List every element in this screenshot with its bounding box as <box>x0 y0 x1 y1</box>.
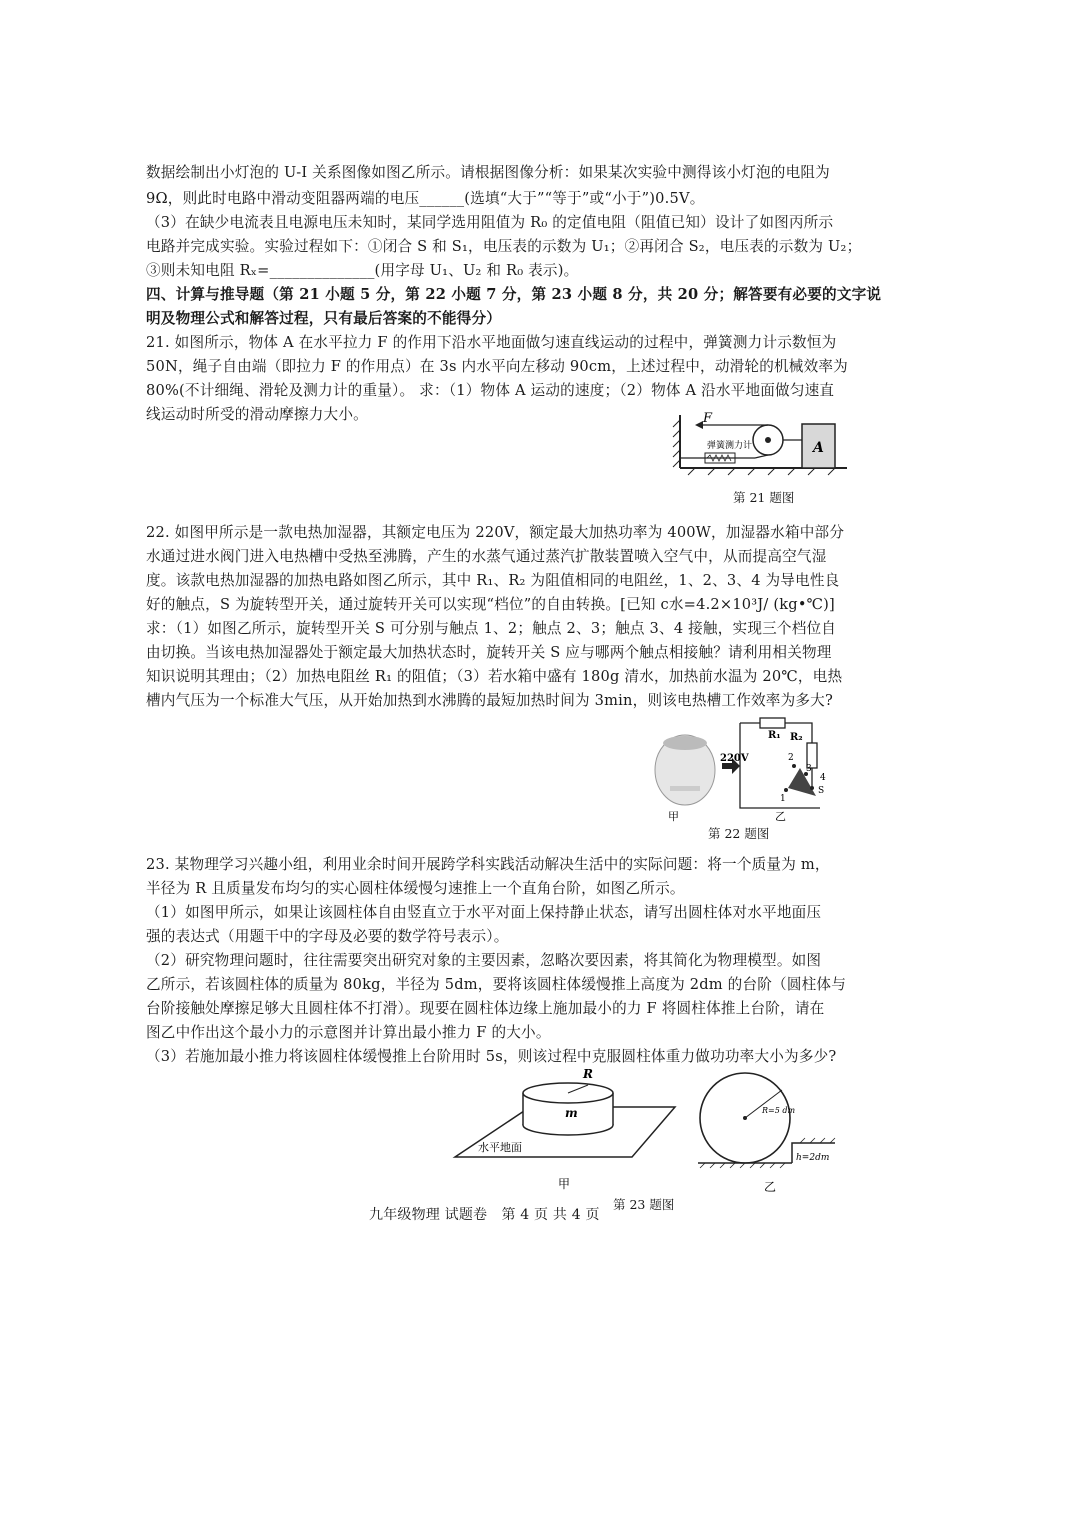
text-line: 台阶接触处摩擦足够大且圆柱体不打滑）。现要在圆柱体边缘上施加最小的力 F 将圆柱体推上台阶，请在 <box>146 1000 825 1017</box>
label-R2: R₂ <box>790 732 803 743</box>
label-R1: R₁ <box>768 730 781 741</box>
text-line: 数据绘制出小灯泡的 U-I 关系图像如图乙所示。请根据图像分析：如果某次实验中测得该小灯泡的电阻为 <box>146 164 830 181</box>
text-line: 80%(不计细绳、滑轮及测力计的重量）。 求：（1）物体 A 运动的速度；（2）物体 A 沿水平地面做匀速直 <box>146 382 835 399</box>
label-jia: 甲 <box>668 810 679 823</box>
arrow-icon <box>695 421 703 429</box>
label-h: h=2dm <box>796 1153 830 1163</box>
label-F: F <box>703 411 713 426</box>
question-21: 21. 如图所示，物体 A 在水平拉力 F 的作用下沿水平地面做匀速直线运动的过程中，弹簧测力计示数恒为 <box>146 334 837 351</box>
label-R: R <box>583 1067 593 1081</box>
question-23: 23. 某物理学习兴趣小组，利用业余时间开展跨学科实践活动解决生活中的实际问题：将一个质量为 m， <box>146 856 830 873</box>
label-yi: 乙 <box>764 1180 777 1194</box>
section-heading: 明及物理公式和解答过程，只有最后答案的不能得分） <box>146 310 502 327</box>
label-A: A <box>813 440 824 456</box>
label-meter: 弹簧测力计 <box>707 441 753 451</box>
text-line: 水通过进水阀门进入电热槽中受热至沸腾，产生的水蒸气通过蒸汽扩散装置喷入空气中，从而提高空气湿 <box>146 548 827 565</box>
text-line: 半径为 R 且质量发布均匀的实心圆柱体缓慢匀速推上一个直角台阶，如图乙所示。 <box>146 880 685 897</box>
contact-4: 4 <box>820 773 826 783</box>
figure-23 <box>450 1065 870 1195</box>
text-line: ③则未知电阻 Rₓ=______________(用字母 U₁、U₂ 和 R₀ 表示)。 <box>146 262 579 279</box>
text-line: 求：（1）如图乙所示，旋转型开关 S 可分别与触点 1、2；触点 2、3；触点 3、4 接触，实现三个档位自 <box>146 620 837 637</box>
page-footer: 九年级物理 试题卷 第 4 页 共 4 页 <box>369 1207 600 1223</box>
text-line: （3）在缺少电流表且电源电压未知时，某同学选用阻值为 R₀ 的定值电阻（阻值已知）设计了如图丙所示 <box>146 214 834 231</box>
text-line: 槽内气压为一个标准大气压，从开始加热到水沸腾的最短加热时间为 3min，则该电热槽工作效率为多大? <box>146 692 833 709</box>
text-line: 图乙中作出这个最小力的示意图并计算出最小推力 F 的大小。 <box>146 1024 551 1041</box>
text-line: 知识说明其理由；（2）加热电阻丝 R₁ 的阻值；（3）若水箱中盛有 180g 清水，加热前水温为 20℃，电热 <box>146 668 843 685</box>
text-line: （1）如图甲所示，如果让该圆柱体自由竖直立于水平对面上保持静止状态，请写出圆柱体对水平地面压 <box>146 904 822 921</box>
figure-22-caption: 第 22 题图 <box>708 826 770 841</box>
label-yi: 乙 <box>775 810 786 823</box>
figure-22 <box>640 708 840 823</box>
text-line: 乙所示，若该圆柱体的质量为 80kg，半径为 5dm，要将该圆柱体缓慢推上高度为 2dm 的台阶（圆柱体与 <box>146 976 847 993</box>
label-jia: 甲 <box>558 1177 571 1191</box>
label-m: m <box>565 1106 578 1120</box>
text-line: 线运动时所受的滑动摩擦力大小。 <box>146 406 368 423</box>
text-line: 强的表达式（用题干中的字母及必要的数学符号表示）。 <box>146 928 509 945</box>
label-radius: R=5 dm <box>762 1106 796 1115</box>
text-line: 好的触点，S 为旋转型开关，通过旋转开关可以实现“档位”的自由转换。[已知 c水=4.2×10³J/ (kg•℃)] <box>146 596 835 613</box>
contact-3: 3 <box>806 764 812 774</box>
label-ground: 水平地面 <box>478 1141 522 1154</box>
figure-21-caption: 第 21 题图 <box>733 490 795 505</box>
contact-2: 2 <box>788 753 794 763</box>
text-line: 50N，绳子自由端（即拉力 F 的作用点）在 3s 内水平向左移动 90cm，上述过程中，动滑轮的机械效率为 <box>146 358 848 375</box>
text-line: （2）研究物理问题时，往往需要突出研究对象的主要因素，忽略次要因素，将其简化为物理模型。如图 <box>146 952 822 969</box>
figure-21 <box>665 410 855 490</box>
label-S: S <box>818 786 825 796</box>
text-line: 度。该款电热加湿器的加热电路如图乙所示，其中 R₁、R₂ 为阻值相同的电阻丝，1、2、3、4 为导电性良 <box>146 572 840 589</box>
figure-23-caption: 第 23 题图 <box>613 1197 675 1212</box>
text-line: 由切换。当该电热加湿器处于额定最大加热状态时，旋转开关 S 应与哪两个触点相接触？请利用相关物理 <box>146 644 832 661</box>
text-line: 电路并完成实验。实验过程如下：①闭合 S 和 S₁，电压表的示数为 U₁；②再闭合 S₂，电压表的示数为 U₂； <box>146 238 862 255</box>
resistor-R1 <box>760 718 785 728</box>
text-line: 9Ω，则此时电路中滑动变阻器两端的电压______(选填“大于”“等于”或“小于”)0.5V。 <box>146 190 705 207</box>
text-line: （3）若施加最小推力将该圆柱体缓慢推上台阶用时 5s，则该过程中克服圆柱体重力做功功率大小为多少? <box>146 1048 837 1065</box>
label-220V: 220V <box>720 753 749 764</box>
section-heading: 四、计算与推导题（第 21 小题 5 分，第 22 小题 7 分，第 23 小题 8 分，共 20 分；解答要有必要的文字说 <box>146 286 882 303</box>
contact-1: 1 <box>780 794 786 804</box>
question-22: 22. 如图甲所示是一款电热加湿器，其额定电压为 220V，额定最大加热功率为 400W，加湿器水箱中部分 <box>146 524 845 541</box>
